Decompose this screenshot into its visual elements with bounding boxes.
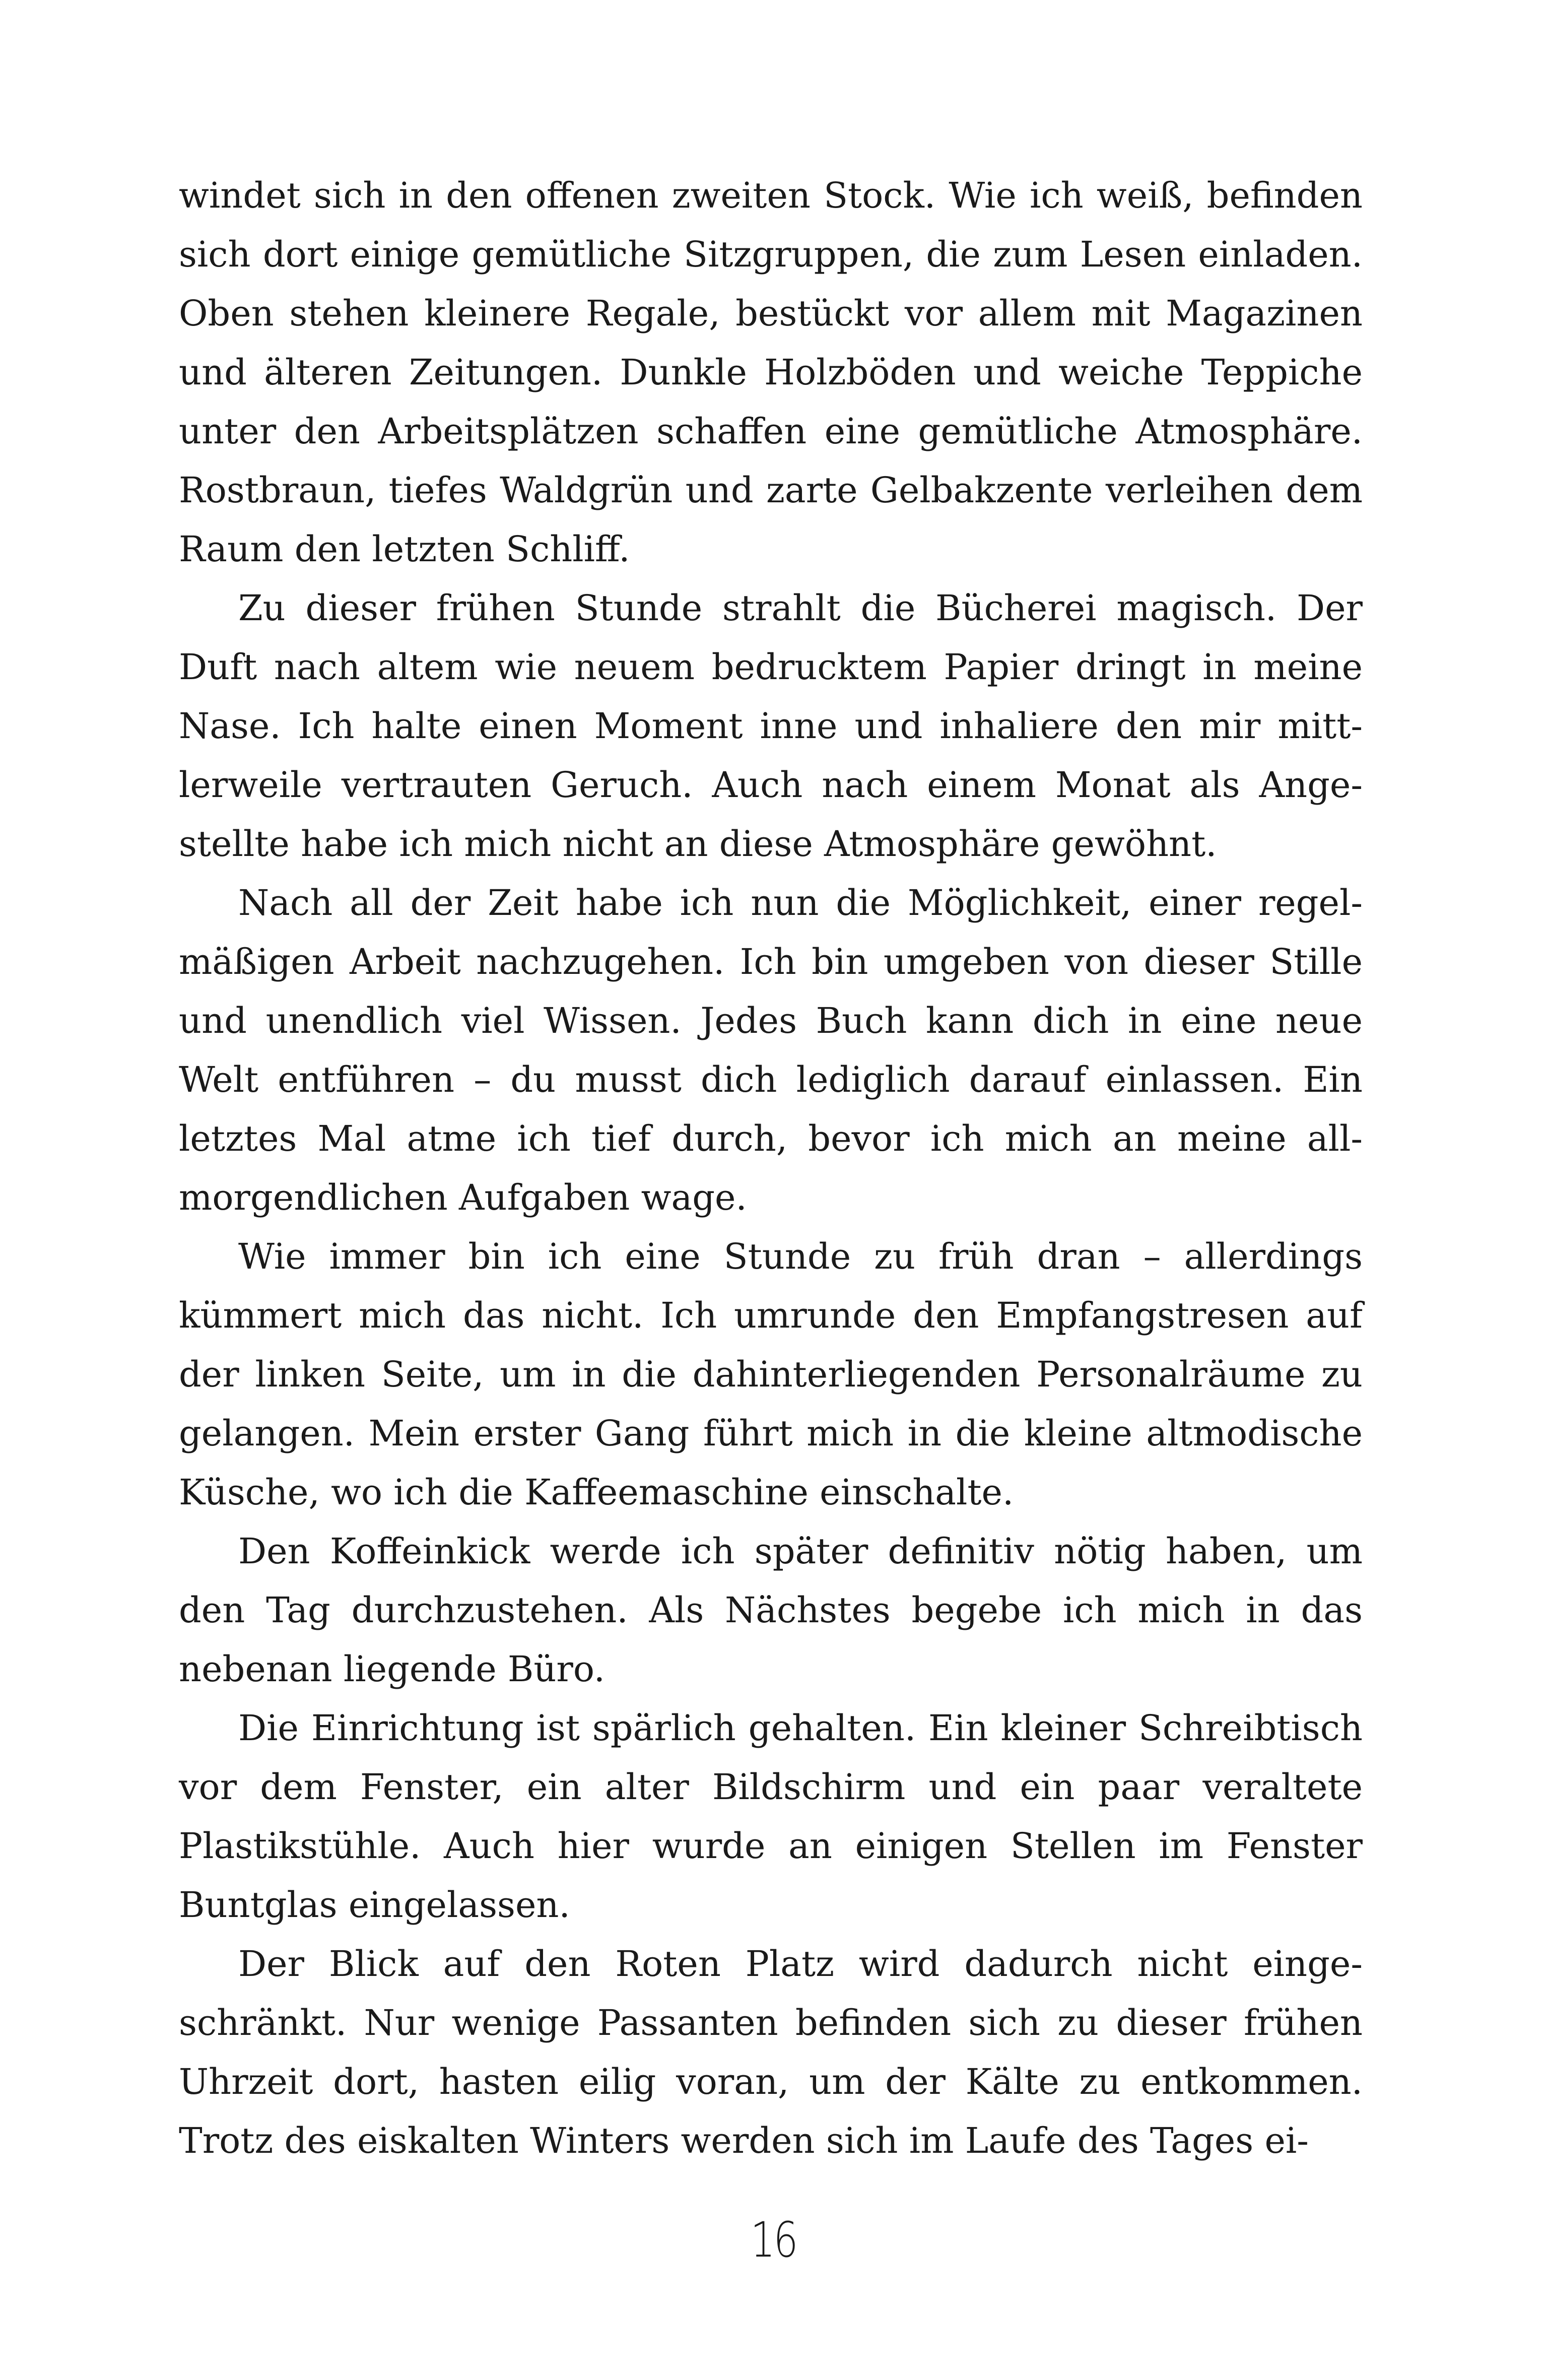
paragraph-7: Der Blick auf den Roten Platz wird dadurch nicht eingeschränkt. Nur wenige Passanten befinden sich zu dieser frühen Uhrzeit dort, hasten eilig voran, um der Kälte zu entkommen. Trotz des eiskalten Winters werden sich im Laufe des Tages ei-	[179, 1943, 1363, 2161]
body-text	[179, 166, 1363, 2170]
paragraph-4: Wie immer bin ich eine Stunde zu früh dran – allerdings kümmert mich das nicht. Ich umrunde den Empfangstresen auf der linken Seite, um in die dahinterliegenden Personalräume zu gelangen. Mein erster Gang führt mich in die kleine altmodische Küsche, wo ich die Kaffeemaschine einschalte.	[179, 1236, 1363, 1513]
paragraph-6: Die Einrichtung ist spärlich gehalten. Ein kleiner Schreibtisch vor dem Fenster, ein alter Bildschirm und ein paar veraltete Plastikstühle. Auch hier wurde an einigen Stellen im Fenster Buntglas eingelassen.	[179, 1707, 1363, 1926]
paragraph-3: Nach all der Zeit habe ich nun die Möglichkeit, einer regelmäßigen Arbeit nachzugehen. Ich bin umgeben von dieser Stille und unendlich viel Wissen. Jedes Buch kann dich in eine neue Welt entführen – du musst dich lediglich darauf einlassen. Ein letztes Mal atme ich tief durch, bevor ich mich an meine allmorgendlichen Aufgaben wage.	[179, 882, 1363, 1218]
paragraph-5: Den Koffeinkick werde ich später definitiv nötig haben, um den Tag durchzustehen. Als Nächstes begebe ich mich in das nebenan liegende Büro.	[179, 1531, 1363, 1690]
page-number: 16	[750, 2212, 797, 2268]
paragraph-1: windet sich in den offenen zweiten Stock. Wie ich weiß, befinden sich dort einige gemütliche Sitzgruppen, die zum Lesen einladen. Oben stehen kleinere Regale, bestückt vor allem mit Magazinen und älteren Zeitungen. Dunkle Holzböden und weiche Teppiche unter den Arbeitsplätzen schaffen eine gemütliche Atmosphäre. Rostbraun, tiefes Waldgrün und zarte Gelbakzente verleihen dem Raum den letzten Schliff.	[179, 175, 1363, 570]
paragraph-2: Zu dieser frühen Stunde strahlt die Bücherei magisch. Der Duft nach altem wie neuem bedrucktem Papier dringt in meine Nase. Ich halte einen Moment inne und inhaliere den mir mittlerweile vertrauten Geruch. Auch nach einem Monat als Angestellte habe ich mich nicht an diese Atmosphäre gewöhnt.	[179, 587, 1363, 865]
